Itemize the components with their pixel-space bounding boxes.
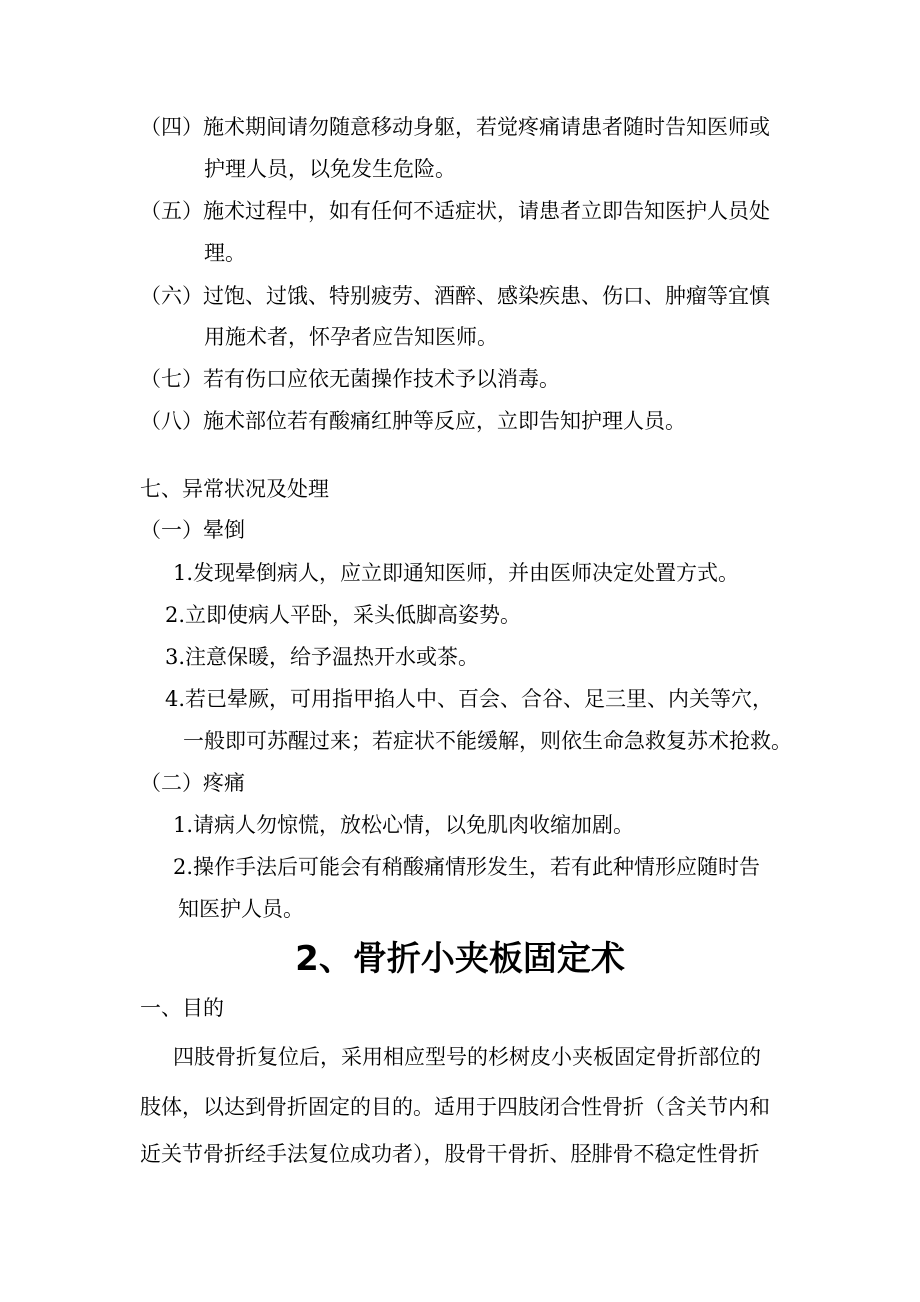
purpose-heading: 一、目的 [140, 996, 224, 1020]
subsection-fainting-heading: （一）晕倒 [140, 518, 245, 542]
pain-step-2-line-2: 知医护人员。 [178, 897, 304, 921]
item-8: （八）施术部位若有酸痛红肿等反应，立即告知护理人员。 [140, 409, 686, 433]
item-5-line-1: （五）施术过程中，如有任何不适症状，请患者立即告知医护人员处 [140, 199, 770, 223]
procedure-title: 2、骨折小夹板固定术 [295, 939, 625, 979]
item-4-line-2: 护理人员，以免发生危险。 [204, 157, 456, 181]
fainting-step-3: 3.注意保暖，给予温热开水或茶。 [165, 645, 480, 669]
pain-step-2-line-1: 2.操作手法后可能会有稍酸痛情形发生，若有此种情形应随时告 [173, 855, 761, 879]
fainting-step-2: 2.立即使病人平卧，采头低脚高姿势。 [165, 603, 522, 627]
fainting-step-4-line-2: 一般即可苏醒过来；若症状不能缓解，则依生命急救复苏术抢救。 [183, 729, 792, 753]
purpose-paragraph-line-2: 肢体，以达到骨折固定的目的。适用于四肢闭合性骨折（含关节内和 [140, 1095, 770, 1119]
item-4-line-1: （四）施术期间请勿随意移动身躯，若觉疼痛请患者随时告知医师或 [140, 115, 770, 139]
section-7-heading: 七、异常状况及处理 [140, 477, 329, 501]
purpose-paragraph-line-3: 近关节骨折经手法复位成功者），股骨干骨折、胫腓骨不稳定性骨折 [140, 1142, 760, 1166]
pain-step-1: 1.请病人勿惊慌，放松心情，以免肌肉收缩加剧。 [173, 813, 635, 837]
item-7: （七）若有伤口应依无菌操作技术予以消毒。 [140, 367, 560, 391]
fainting-step-1: 1.发现晕倒病人，应立即通知医师，并由医师决定处置方式。 [173, 561, 740, 585]
subsection-pain-heading: （二）疼痛 [140, 771, 245, 795]
purpose-paragraph-line-1: 四肢骨折复位后，采用相应型号的杉树皮小夹板固定骨折部位的 [173, 1045, 761, 1069]
item-5-line-2: 理。 [204, 241, 246, 265]
fainting-step-4-line-1: 4.若已晕厥，可用指甲掐人中、百会、合谷、足三里、内关等穴， [165, 687, 774, 711]
item-6-line-1: （六）过饱、过饿、特别疲劳、酒醉、感染疾患、伤口、肿瘤等宜慎 [140, 284, 770, 308]
item-6-line-2: 用施术者，怀孕者应告知医师。 [204, 325, 498, 349]
